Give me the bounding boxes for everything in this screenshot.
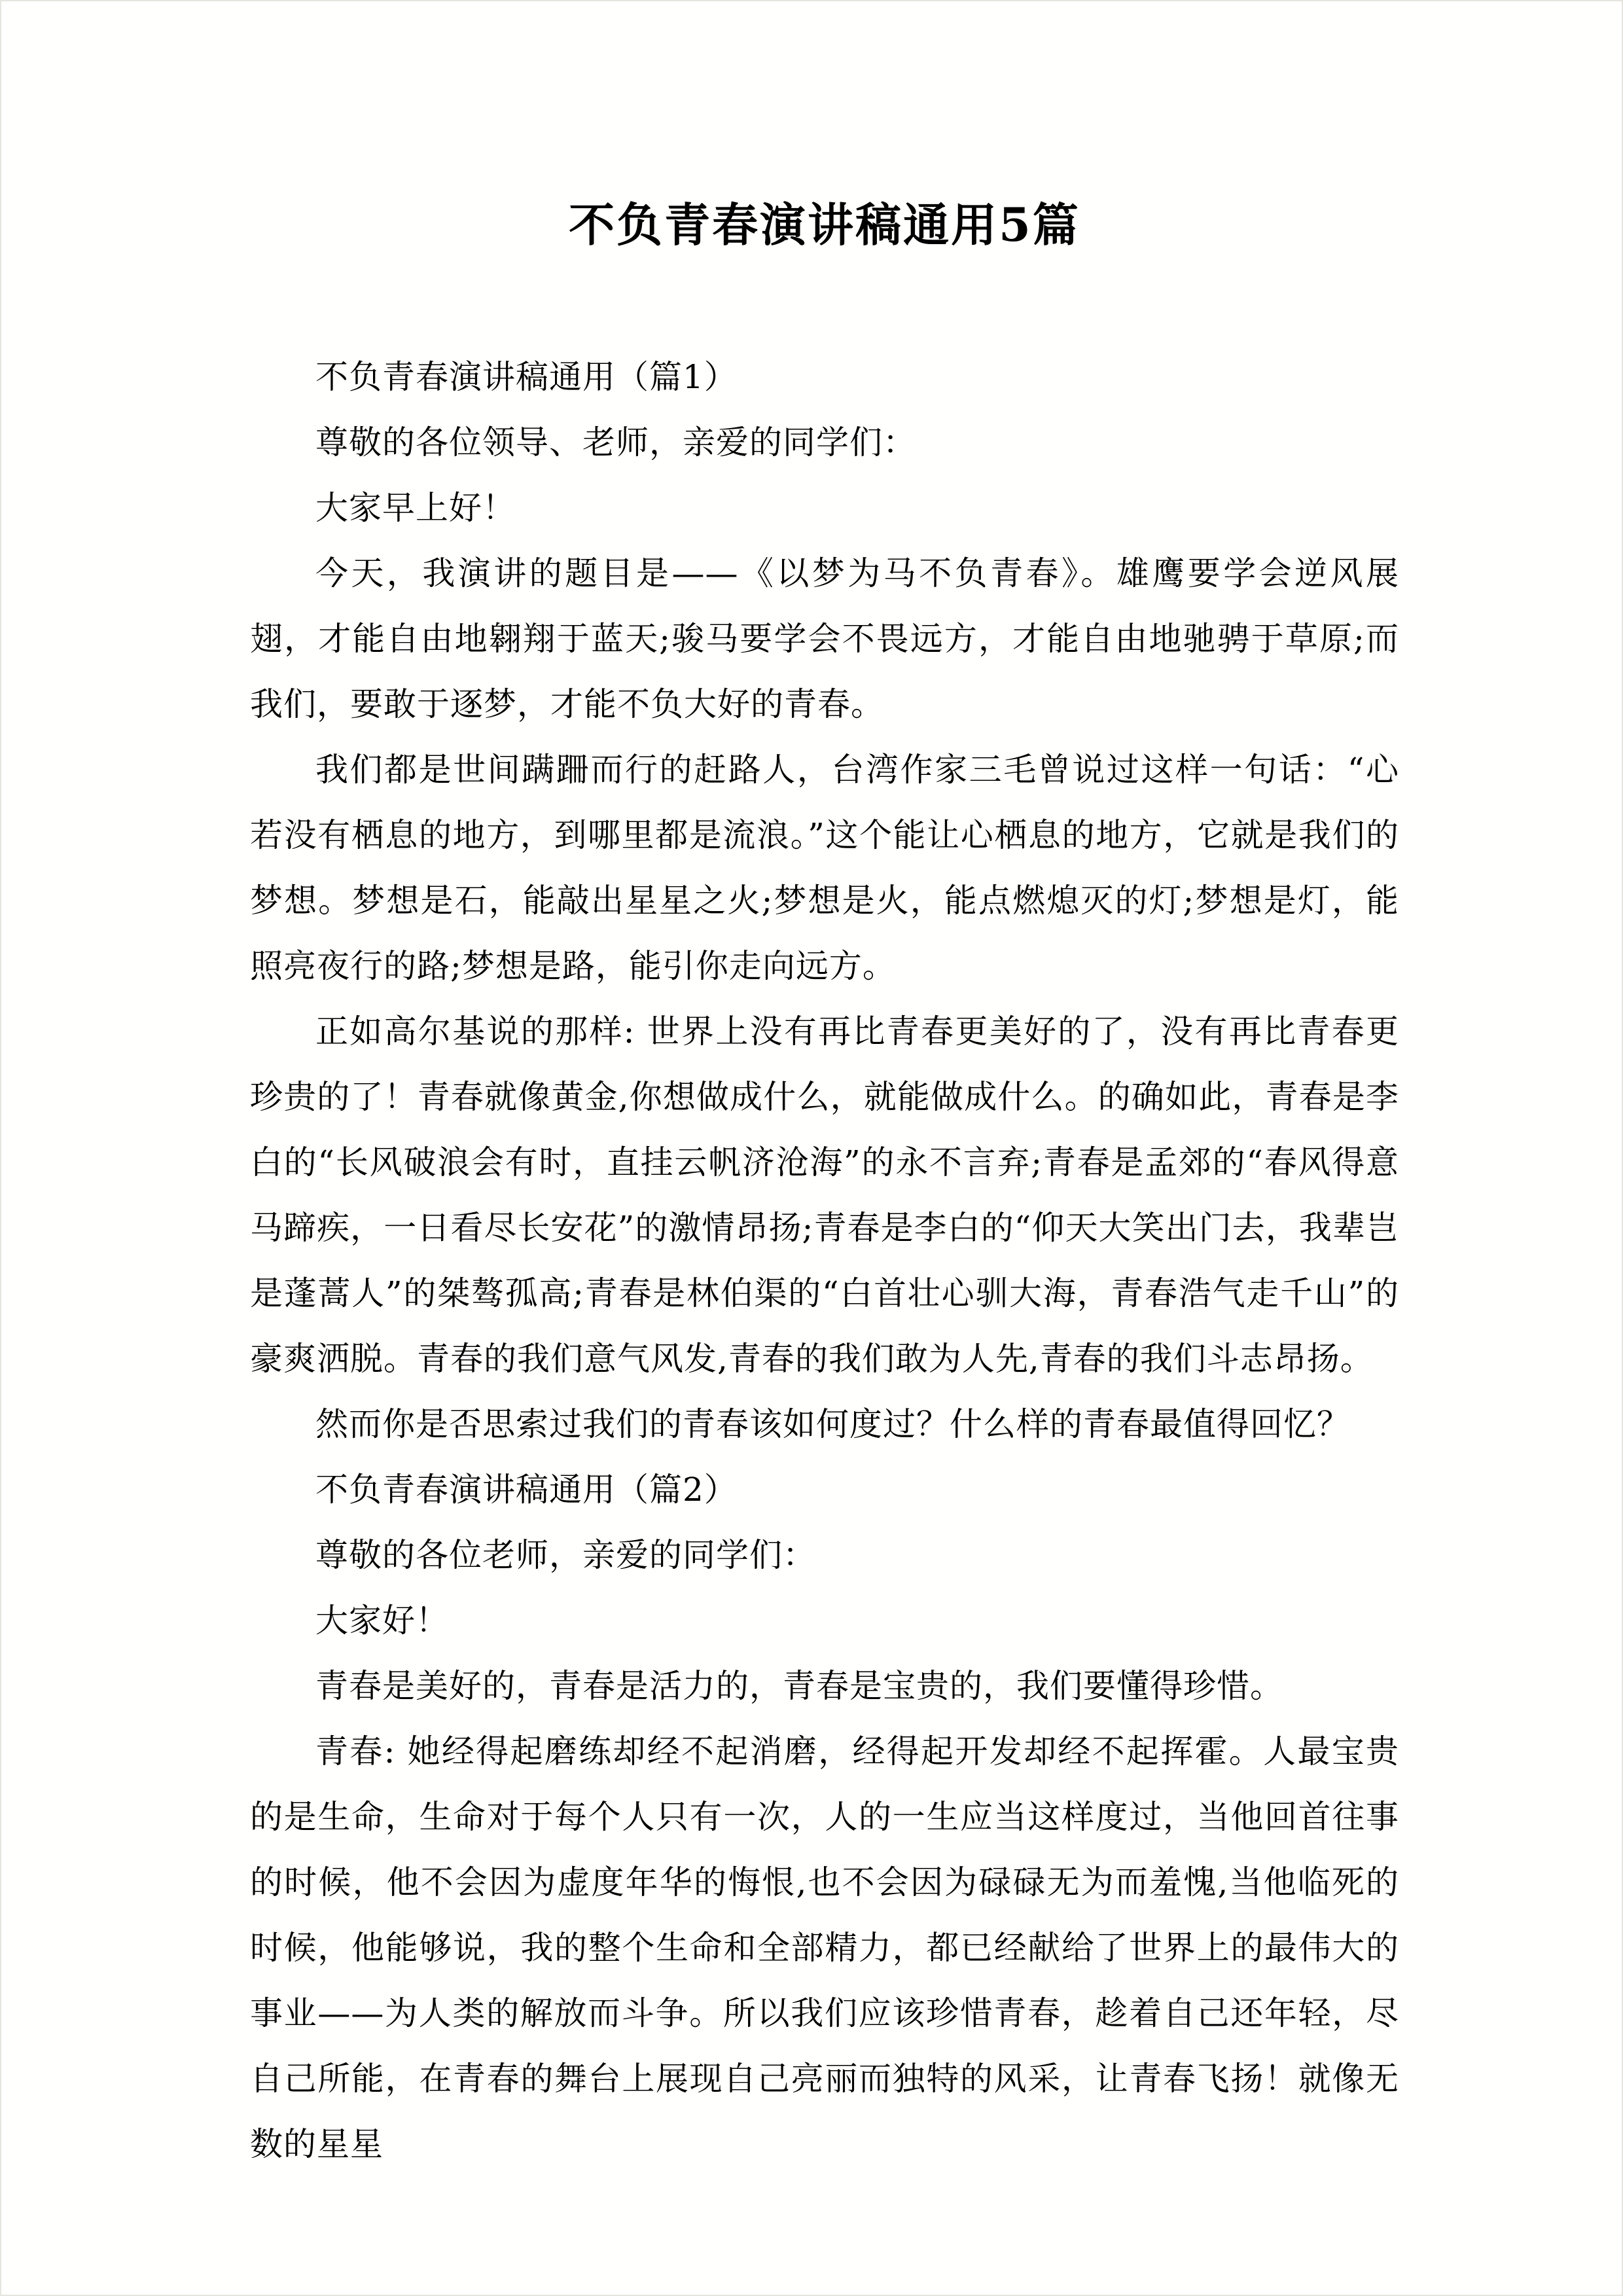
paragraph-section2-heading: 不负青春演讲稿通用（篇2） [315,1471,738,1509]
paragraph-body-3: 正如高尔基说的那样: 世界上没有再比青春更美好的了，没有再比青春更珍贵的了！青春就像黄金,你想做成什么，就能做成什么。的确如此，青春是李白的“长风破浪会有时，直挂云帆济沧海”的永不言弃;青春是孟郊的“春风得意马蹄疾，一日看尽长安花”的激情昂扬;青春是李白的“仰天大笑出门去，我辈岂是蓬蒿人”的桀骜孤高;青春是林伯渠的“白首壮心驯大海，青春浩气走千山”的豪爽洒脱。青春的我们意气风发,青春的我们敢为人先,青春的我们斗志昂扬。 [250,1013,1399,1378]
paragraph-greeting-1: 大家早上好！ [315,489,516,527]
paragraph-salutation-2: 尊敬的各位老师，亲爱的同学们： [315,1536,816,1574]
paragraph-body-4: 然而你是否思索过我们的青春该如何度过？什么样的青春最值得回忆？ [315,1405,1350,1443]
document-title: 不负青春演讲稿通用5篇 [569,198,1080,252]
paragraph-body-2: 我们都是世间蹒跚而行的赶路人，台湾作家三毛曾说过这样一句话：“心若没有栖息的地方，到哪里都是流浪。”这个能让心栖息的地方，它就是我们的梦想。梦想是石，能敲出星星之火;梦想是火，能点燃熄灭的灯;梦想是灯，能照亮夜行的路;梦想是路，能引你走向远方。 [250,751,1399,985]
paragraph-section1-heading: 不负青春演讲稿通用（篇1） [315,358,738,396]
paragraph-body-1: 今天，我演讲的题目是——《以梦为马不负青春》。雄鹰要学会逆风展翅，才能自由地翱翔于蓝天;骏马要学会不畏远方，才能自由地驰骋于草原;而我们，要敢于逐梦，才能不负大好的青春。 [250,554,1399,723]
paragraph-greeting-2: 大家好！ [315,1602,449,1640]
document-body [250,344,1399,2177]
paragraph-body-6: 青春: 她经得起磨练却经不起消磨，经得起开发却经不起挥霍。人最宝贵的是生命，生命对于每个人只有一次，人的一生应当这样度过，当他回首往事的时候，他不会因为虚度年华的悔恨,也不会因为碌碌无为而羞愧,当他临死的时候，他能够说，我的整个生命和全部精力，都已经献给了世界上的最伟大的事业——为人类的解放而斗争。所以我们应该珍惜青春，趁着自己还年轻，尽自己所能，在青春的舞台上展现自己亮丽而独特的风采，让青春飞扬！就像无数的星星 [250,1732,1399,2163]
paragraph-salutation-1: 尊敬的各位领导、老师，亲爱的同学们： [315,423,916,461]
paragraph-body-5: 青春是美好的，青春是活力的，青春是宝贵的，我们要懂得珍惜。 [315,1667,1283,1705]
